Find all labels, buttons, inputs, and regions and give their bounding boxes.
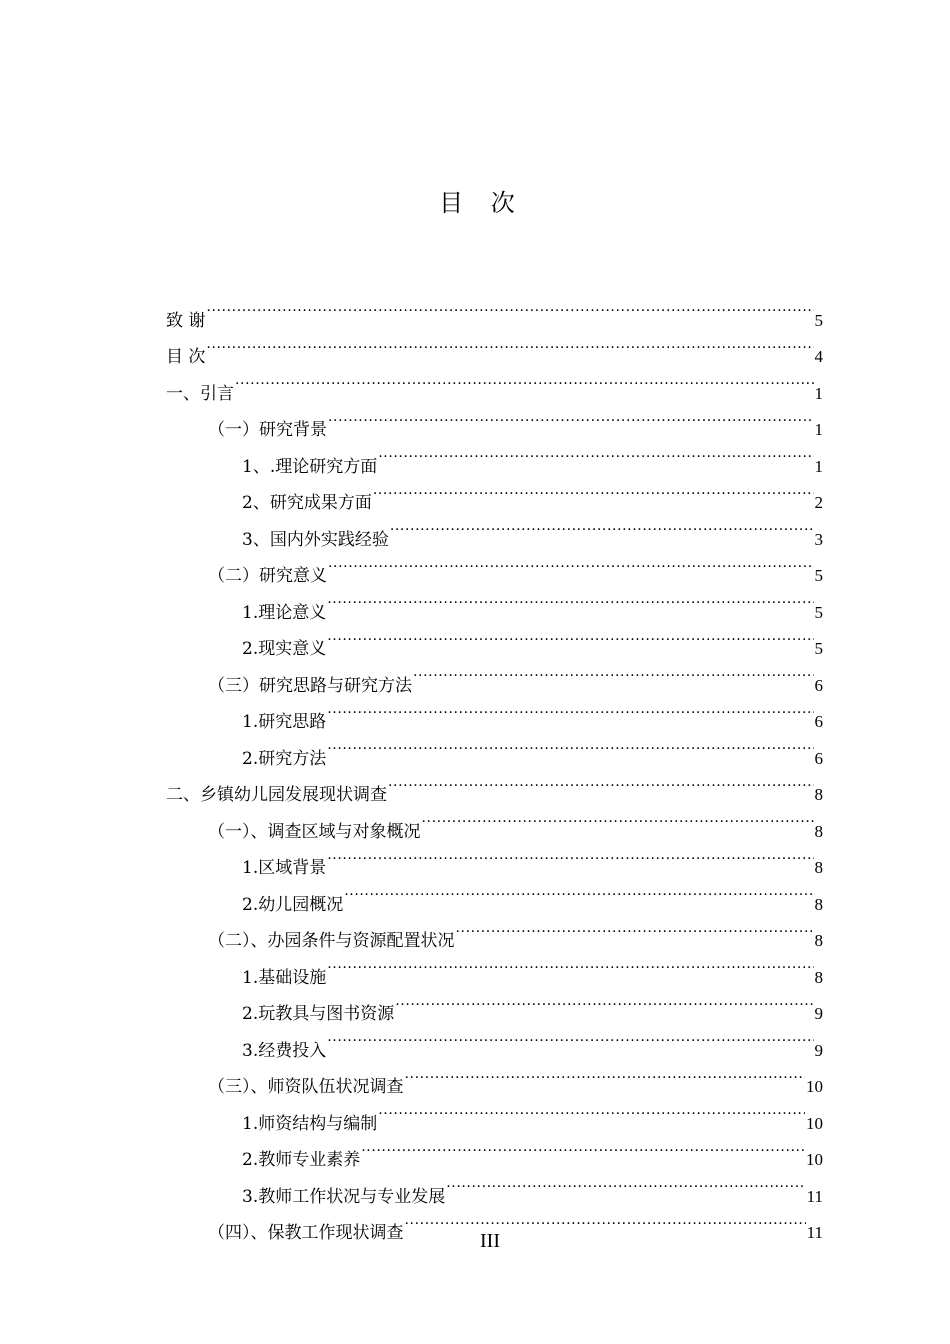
toc-entry-label: 1.研究思路 <box>242 712 327 732</box>
toc-entry-page-number: 8 <box>814 785 823 804</box>
toc-entry-label: 3.教师工作状况与专业发展 <box>242 1186 446 1207</box>
page-title: 目 次 <box>439 189 525 217</box>
toc-entry-page-number: 2 <box>814 493 823 512</box>
dot-leader <box>327 946 813 983</box>
dot-leader <box>206 289 813 326</box>
dot-leader <box>378 435 813 472</box>
toc-entry-label: 一、引言 <box>166 383 234 404</box>
toc-entry-label: （一）研究背景 <box>208 420 327 440</box>
toc-entry-page-number: 4 <box>814 347 823 366</box>
dot-leader <box>446 1165 805 1202</box>
dot-leader <box>413 654 814 691</box>
dot-leader <box>456 910 814 947</box>
toc-entry-label: （一）、调查区域与对象概况 <box>208 821 421 842</box>
toc-entry-page-number: 9 <box>814 1040 823 1060</box>
dot-leader <box>344 873 813 910</box>
toc-entry-label: （三）、师资队伍状况调查 <box>208 1077 404 1097</box>
toc-entry-label: 1.基础设施 <box>242 967 327 988</box>
toc-entry-label: 1.理论意义 <box>242 602 327 623</box>
toc-entry-page-number: 5 <box>814 602 823 622</box>
toc-entry-label: 2.幼儿园概况 <box>242 894 344 915</box>
toc-entry-label: （四）、保教工作现状调查 <box>208 1223 404 1243</box>
toc-entry-label: （三）研究思路与研究方法 <box>208 675 412 696</box>
dot-leader <box>405 1056 806 1093</box>
toc-entry-label: 目 次 <box>166 347 206 367</box>
dot-leader <box>422 800 814 837</box>
dot-leader <box>327 837 813 874</box>
dot-leader <box>235 362 814 399</box>
dot-leader <box>378 1092 805 1129</box>
toc-entry-label: 二、乡镇幼儿园发展现状调查 <box>166 785 387 805</box>
toc-entry-label: 致 谢 <box>166 310 206 331</box>
dot-leader <box>388 764 814 801</box>
toc-entry-page-number: 8 <box>814 894 823 914</box>
dot-leader <box>390 508 814 545</box>
toc-entry-page-number: 6 <box>814 675 823 695</box>
toc-entry-page-number: 11 <box>806 1223 823 1242</box>
toc-entry-page-number: 6 <box>814 748 823 768</box>
dot-leader <box>327 691 813 728</box>
toc-entry[interactable] <box>166 326 823 367</box>
toc-entry-label: 1.师资结构与编制 <box>242 1113 378 1134</box>
dot-leader <box>327 581 813 618</box>
toc-entry-label: 1.区域背景 <box>242 858 327 878</box>
toc-entry-page-number: 6 <box>814 712 823 731</box>
toc-entry[interactable] <box>166 399 823 440</box>
toc-entry-page-number: 1 <box>814 456 823 476</box>
dot-leader <box>373 472 814 509</box>
toc-entry-label: 3.经费投入 <box>242 1040 327 1061</box>
dot-leader <box>327 1019 813 1056</box>
toc-entry-page-number: 10 <box>806 1150 823 1169</box>
toc-entry-label: （二）、办园条件与资源配置状况 <box>208 931 455 951</box>
toc-entry-page-number: 1 <box>814 383 823 403</box>
dot-leader <box>328 545 814 582</box>
toc-entry-page-number: 8 <box>814 858 823 877</box>
toc-entry-page-number: 3 <box>814 529 823 549</box>
dot-leader <box>206 326 813 363</box>
toc-entry-page-number: 8 <box>814 821 823 841</box>
toc-entry[interactable] <box>166 289 823 331</box>
toc-entry[interactable] <box>166 362 823 404</box>
dot-leader <box>395 983 813 1020</box>
toc-entry-label: 1、.理论研究方面 <box>242 456 378 477</box>
toc-entry-page-number: 10 <box>806 1113 823 1133</box>
page-number: III <box>480 1230 500 1252</box>
toc-entry-page-number: 11 <box>806 1186 823 1206</box>
toc-entry-label: 2.玩教具与图书资源 <box>242 1004 395 1024</box>
toc-entry-page-number: 1 <box>814 420 823 439</box>
dot-leader <box>328 399 814 436</box>
toc-entry-label: 2、研究成果方面 <box>242 493 372 513</box>
toc-entry-label: 3、国内外实践经验 <box>242 529 389 550</box>
toc-entry-page-number: 5 <box>814 310 823 330</box>
toc-entry-page-number: 5 <box>814 566 823 585</box>
toc-entry-page-number: 9 <box>814 1004 823 1023</box>
dot-leader <box>327 618 813 655</box>
toc-entry-label: 2.现实意义 <box>242 639 327 659</box>
toc-entry-label: 2.研究方法 <box>242 748 327 769</box>
toc-entry-page-number: 8 <box>814 967 823 987</box>
toc-entry-page-number: 8 <box>814 931 823 950</box>
toc-entry-page-number: 10 <box>806 1077 823 1096</box>
dot-leader <box>327 727 813 764</box>
toc-entry-label: 2.教师专业素养 <box>242 1150 361 1170</box>
toc-entry-label: （二）研究意义 <box>208 566 327 586</box>
dot-leader <box>361 1129 805 1166</box>
toc-entry-page-number: 5 <box>814 639 823 658</box>
